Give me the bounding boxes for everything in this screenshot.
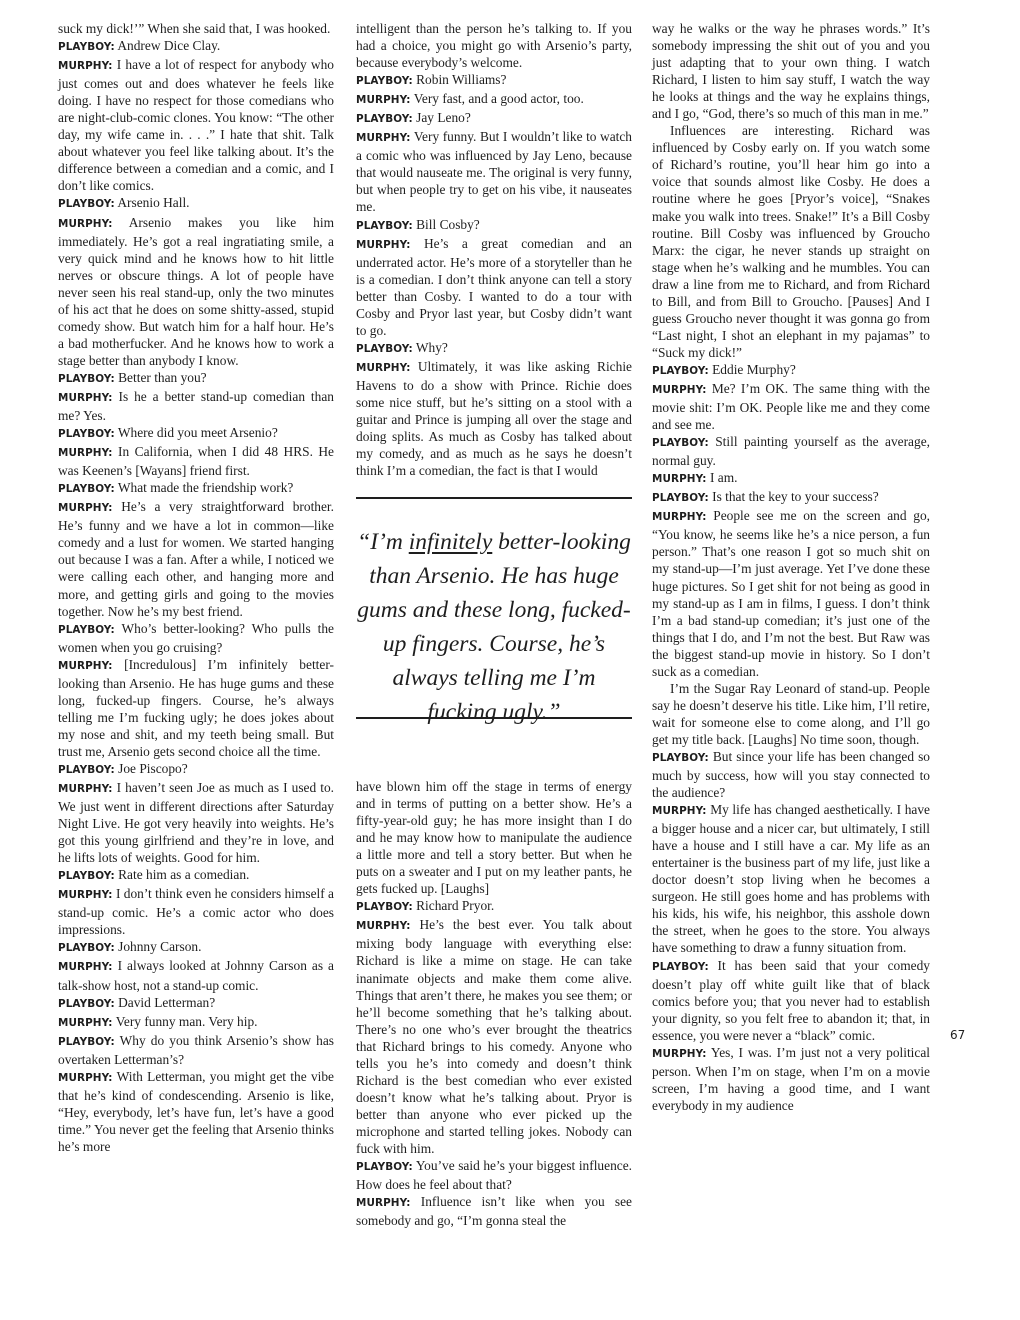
paragraph [356,1193,632,1229]
paragraph-text: I am. [709,470,738,486]
speaker-label: MURPHY: [58,1071,113,1084]
paragraph-text: Is he a better stand-up comedian than me? Yes. [58,388,334,424]
pull-quote [356,497,632,725]
paragraph-text: Where did you meet Arsenio? [117,425,278,441]
speaker-label: MURPHY: [58,783,113,796]
paragraph [58,1032,334,1068]
speaker-label: MURPHY: [58,889,113,902]
paragraph [58,760,334,779]
paragraph-text: He’s a great comedian and an underrated actor. He’s more of a storyteller than he is a comedian. I don’t think anyone can tell a story better than Cosby. I wanted to do a tour with Cosby and Pryor last year, but Cosby didn’t want to go. [356,235,632,338]
speaker-label: MURPHY: [652,473,707,486]
paragraph [356,1157,632,1193]
paragraph-text: Still painting yourself as the average, normal guy. [652,434,930,469]
paragraph [356,216,632,235]
paragraph-text: Influence isn’t like when you see somebody and go, “I’m gonna steal the [356,1194,632,1229]
paragraph-text: Better than you? [118,369,207,385]
paragraph-text: In California, when I did 48 HRS. He was Keenen’s [Wayans] friend first. [58,444,334,479]
paragraph-text: He’s the best ever. You talk about mixing body language with everything else: Richard is like a mime on stage. He can take inanimate objects and make them come alive. Things that aren’t there, he makes you see them; or he’ll become something that he’s talking about. There’s no one who’s ever brought the theatrics that Richard brings to his comedy. Anyone who tells you he’s into comedy and doesn’t think Richard is the best comedian who ever existed doesn’t know what he’s talking about. Pryor is better than anyone who ever picked up the microphone and started telling jokes. Nobody can fuck with him. [356,917,632,1156]
speaker-label: PLAYBOY: [356,1161,413,1174]
paragraph-text: I always looked at Johnny Carson as a talk-show host, not a stand-up comic. [58,958,334,993]
paragraph-text: You’ve said he’s your biggest influence. How does he feel about that? [356,1158,632,1193]
paragraph [356,358,632,479]
paragraph [58,369,334,388]
paragraph-text: But since your life has been changed so much by success, how will you stay connected to the audience? [652,748,930,801]
paragraph [58,866,334,885]
paragraph-text: With Letterman, you might get the vibe that he’s kind of condescending. Arsenio is like, “Hey, everybody, let’s have fun, let’s have a good time.” You never get the feeling that Arsenio thinks he’s more [58,1068,334,1154]
paragraph-text: Who’s better-looking? Who pulls the women when you go cruising? [58,620,334,655]
paragraph [356,916,632,1157]
paragraph [356,90,632,109]
paragraph-text: It has been said that your comedy doesn’t play off white guilt like that of black comics before you; that you never had to establish your dignity, so you felt free to abandon it; that, in essence, you were never a “black” comic. [652,957,930,1043]
speaker-label: PLAYBOY: [356,342,413,355]
speaker-label: MURPHY: [58,961,113,974]
speaker-label: PLAYBOY: [58,870,115,883]
paragraph [356,897,632,916]
paragraph [58,938,334,957]
paragraph-text: I’m the Sugar Ray Leonard of stand-up. People say he doesn’t deserve his title. Like him, I’ll retire, wait for someone else to come along, and I’ll go get my title back. [Laughs] No time soon, though. [652,680,930,747]
paragraph [652,957,930,1044]
article-column-1 [58,20,334,1155]
speaker-label: MURPHY: [58,659,113,672]
paragraph-text: I have a lot of respect for anybody who just comes out and does whatever he feels like doing. I have no respect for those comedians who are night-club-comic clones. You know: “The other day, my wife came in. . . .” I hate that shit. Talk about whatever you feel like talking about. It’s the difference between a comedian and a comic, and I don’t like comics. [58,57,334,194]
speaker-label: MURPHY: [356,132,411,145]
speaker-label: PLAYBOY: [356,219,413,232]
paragraph [652,20,930,122]
speaker-label: MURPHY: [58,217,113,230]
speaker-label: MURPHY: [356,920,411,933]
paragraph-text: What made the friendship work? [117,480,294,496]
paragraph [652,380,930,433]
paragraph [58,1013,334,1032]
speaker-label: PLAYBOY: [356,901,413,914]
speaker-label: PLAYBOY: [58,483,115,496]
speaker-label: MURPHY: [58,447,113,460]
speaker-label: PLAYBOY: [652,960,709,973]
paragraph [58,20,334,37]
paragraph-text: David Letterman? [118,994,216,1010]
paragraph [356,778,632,897]
pull-quote-emphasis: infinitely [408,529,493,555]
speaker-label: MURPHY: [356,238,411,251]
speaker-label: PLAYBOY: [652,751,709,764]
paragraph-text: Rate him as a comedian. [118,867,250,883]
speaker-label: MURPHY: [58,391,113,404]
paragraph [356,128,632,215]
paragraph-text: Johnny Carson. [118,939,202,955]
speaker-label: PLAYBOY: [58,372,115,385]
speaker-label: MURPHY: [356,361,411,374]
paragraph [652,433,930,469]
speaker-label: PLAYBOY: [58,1035,115,1048]
paragraph-text: Bill Cosby? [416,216,480,232]
paragraph-text: Andrew Dice Clay. [117,38,221,54]
paragraph [652,680,930,748]
paragraph [58,56,334,194]
paragraph-text: My life has changed aesthetically. I have a bigger house and a nicer car, but ultimately, I still have a house and I still have a car. My life as an entertainer is the business part of my life, just like a doctor doesn’t stop living when he becomes a surgeon. He still goes home and has problems with his kids, his wife, his neighbor, this asshole down the street, when he goes to the store. You always have something to draw a funny situation from. [652,802,930,956]
paragraph [356,20,632,71]
paragraph [356,109,632,128]
paragraph [58,479,334,498]
speaker-label: PLAYBOY: [356,113,413,126]
speaker-label: MURPHY: [652,805,707,818]
paragraph [58,620,334,656]
paragraph-text: intelligent than the person he’s talking to. If you had a choice, you might go with Arsenio’s party, because everybody’s welcome. [356,21,632,71]
paragraph [58,779,334,866]
paragraph-text: Very funny. But I wouldn’t like to watch a comic who was influenced by Jay Leno, because that would nauseate me. The original is very funny, but when people try to get on his vibe, it nauseates me. [356,129,632,215]
paragraph [356,235,632,339]
paragraph [58,214,334,369]
paragraph-text: Richard Pryor. [416,898,495,914]
speaker-label: PLAYBOY: [652,492,709,505]
paragraph [58,194,334,213]
paragraph [58,656,334,760]
paragraph [58,443,334,479]
paragraph [58,885,334,938]
paragraph-text: Ultimately, it was like asking Richie Havens to do a show with Prince. Richie does some nice stuff, but he’s sitting on a stool with a guitar and Prince is jumping all over the stage and doing splits. As much as Cosby has talked about my comedy, and as much as he says he doesn’t think I’m a comedian, the fact is that I would [356,358,632,479]
speaker-label: MURPHY: [356,94,411,107]
speaker-label: PLAYBOY: [58,942,115,955]
paragraph-text: have blown him off the stage in terms of energy and in terms of putting on a better show. He’s a fifty-year-old guy; he has more insight than I do and he may know how to manipulate the audience a little more and tell a story better. But when he puts on a sweater and I put on my leather pants, he gets fucked up. [Laughs] [356,779,632,897]
paragraph-text: Robin Williams? [416,72,507,88]
paragraph-text: I haven’t seen Joe as much as I used to. We just went in different directions after Saturday Night Live. He got very heavily into weights. He’s got this young girlfriend and they’re in love, and he lifts lots of weights. Good for him. [58,780,334,866]
page-number: 67 [950,1028,966,1042]
article-column-2-top [356,20,632,479]
paragraph-text: Jay Leno? [416,110,471,126]
paragraph [58,424,334,443]
paragraph-text: way he walks or the way he phrases words.” It’s somebody impressing the shit out of you and you just adapting that to your own thing. I watch Richard, I listen to him say stuff, I watch the way he looks at things and the way he explains things, and I go, “God, there’s so much of this man in me.” [652,21,930,122]
paragraph [58,1068,334,1155]
speaker-label: MURPHY: [356,1197,411,1210]
paragraph-text: Me? I’m OK. The same thing with the movie shit: I’m OK. People like me and they come and see me. [652,380,930,433]
paragraph-text: Why do you think Arsenio’s show has overtaken Letterman’s? [58,1032,335,1067]
speaker-label: PLAYBOY: [58,763,115,776]
paragraph-text: Is that the key to your success? [712,489,879,505]
paragraph [652,1044,930,1114]
speaker-label: PLAYBOY: [58,623,115,636]
paragraph-text: Very fast, and a good actor, too. [413,91,584,107]
speaker-label: MURPHY: [652,383,707,396]
speaker-label: PLAYBOY: [652,437,709,450]
paragraph [652,122,930,361]
paragraph [652,488,930,507]
paragraph-text: Arsenio Hall. [117,195,190,211]
speaker-label: PLAYBOY: [58,997,115,1010]
paragraph [652,507,930,679]
paragraph-text: Why? [415,339,448,355]
paragraph [356,339,632,358]
speaker-label: PLAYBOY: [58,41,115,54]
paragraph-text: Yes, I was. I’m just not a very political person. When I’m on stage, when I’m on a movie screen, I’m having a good time, and I want everybody in my audience [652,1044,930,1113]
speaker-label: PLAYBOY: [356,75,413,88]
paragraph-text: Eddie Murphy? [712,361,796,377]
paragraph [58,388,334,424]
article-column-2-bottom [356,778,632,1229]
paragraph [652,469,930,488]
speaker-label: MURPHY: [58,502,113,515]
pull-quote-rest: better-looking than Arsenio. He has huge gums and these long, fucked-up fingers. Course, he’s always telling me I’m fucking ugly.” [357,529,631,725]
paragraph-text: suck my dick!’” When she said that, I was hooked. [58,21,331,36]
paragraph [652,748,930,801]
pull-quote-open: “I’m [357,529,409,555]
speaker-label: PLAYBOY: [58,198,115,211]
paragraph [652,361,930,380]
paragraph [58,994,334,1013]
speaker-label: MURPHY: [58,1016,113,1029]
paragraph-text: Arsenio makes you like him immediately. He’s got a real ingratiating smile, a very quick mind and he knows how to hit little nerves or obscure things. A lot of people have never seen his real stand-up, only the two minutes of his act that he does on some shitty-assed, stupid comedy show. But watch him for a half hour. He’s a bad motherfucker. And he knows how to work a stage better than anybody I know. [58,214,334,368]
speaker-label: MURPHY: [652,511,707,524]
speaker-label: MURPHY: [652,1047,707,1060]
speaker-label: PLAYBOY: [58,428,115,441]
speaker-label: MURPHY: [58,60,113,73]
paragraph-text: Joe Piscopo? [118,760,188,776]
paragraph-text: He’s a very straightforward brother. He’s funny and we have a lot in common—like comedy and a lust for women. We started hanging out because I was a fan. After a while, I noticed we were calling each other, and hanging more and more, and getting girls and going to the movies together. Now he’s my best friend. [58,499,334,619]
speaker-label: PLAYBOY: [652,364,709,377]
paragraph [58,957,334,993]
paragraph [58,37,334,56]
paragraph-text: I don’t think even he considers himself a stand-up comic. He’s a comic actor who does impressions. [58,886,334,938]
paragraph-text: [Incredulous] I’m infinitely better-looking than Arsenio. He has huge gums and these long, fucked-up fingers. Course, he’s always telling me I’m fucking ugly; he does jokes about my nose and shit, and my teeth being small. But trust me, Arsenio gets second choice all the time. [58,656,334,759]
paragraph [652,801,930,956]
article-column-3 [652,20,930,1114]
paragraph [356,71,632,90]
paragraph-text: Very funny man. Very hip. [115,1013,258,1029]
paragraph-text: People see me on the screen and go, “You know, he seems like he’s a nice person, a fun person.” That’s one reason I got so much shit on my stand-up—I’m just average. Yet I’ve done these huge pictures. So I get shit for not being as good in my stand-up as I am in films, I guess. I don’t think I’m a bad stand-up comedian; it’s just one of the things that I do, and I’m not the best. But Raw was the biggest stand-up movie in history. So I don’t suck as a comedian. [652,508,930,679]
paragraph-text: Influences are interesting. Richard was influenced by Cosby early on. If you watch some of Richard’s routine, you’ll hear him go into a voice that sounds almost like Cosby. He does a routine where he goes [Pryor’s voice], “Snakes make you walk into trees. Snake!” It’s a Bill Cosby routine. Bill Cosby was influenced by Groucho Marx: the cigar, he never stands up straight on stage when he’s walking and he mumbles. You can draw a line from me to Richard, and from Richard to Bill, and from Bill to Groucho. [Pauses] And I guess Groucho never thought it was gonna go from “Last night, I shot an elephant in my pajamas” to “Suck my dick!” [652,123,930,360]
paragraph [58,498,334,619]
